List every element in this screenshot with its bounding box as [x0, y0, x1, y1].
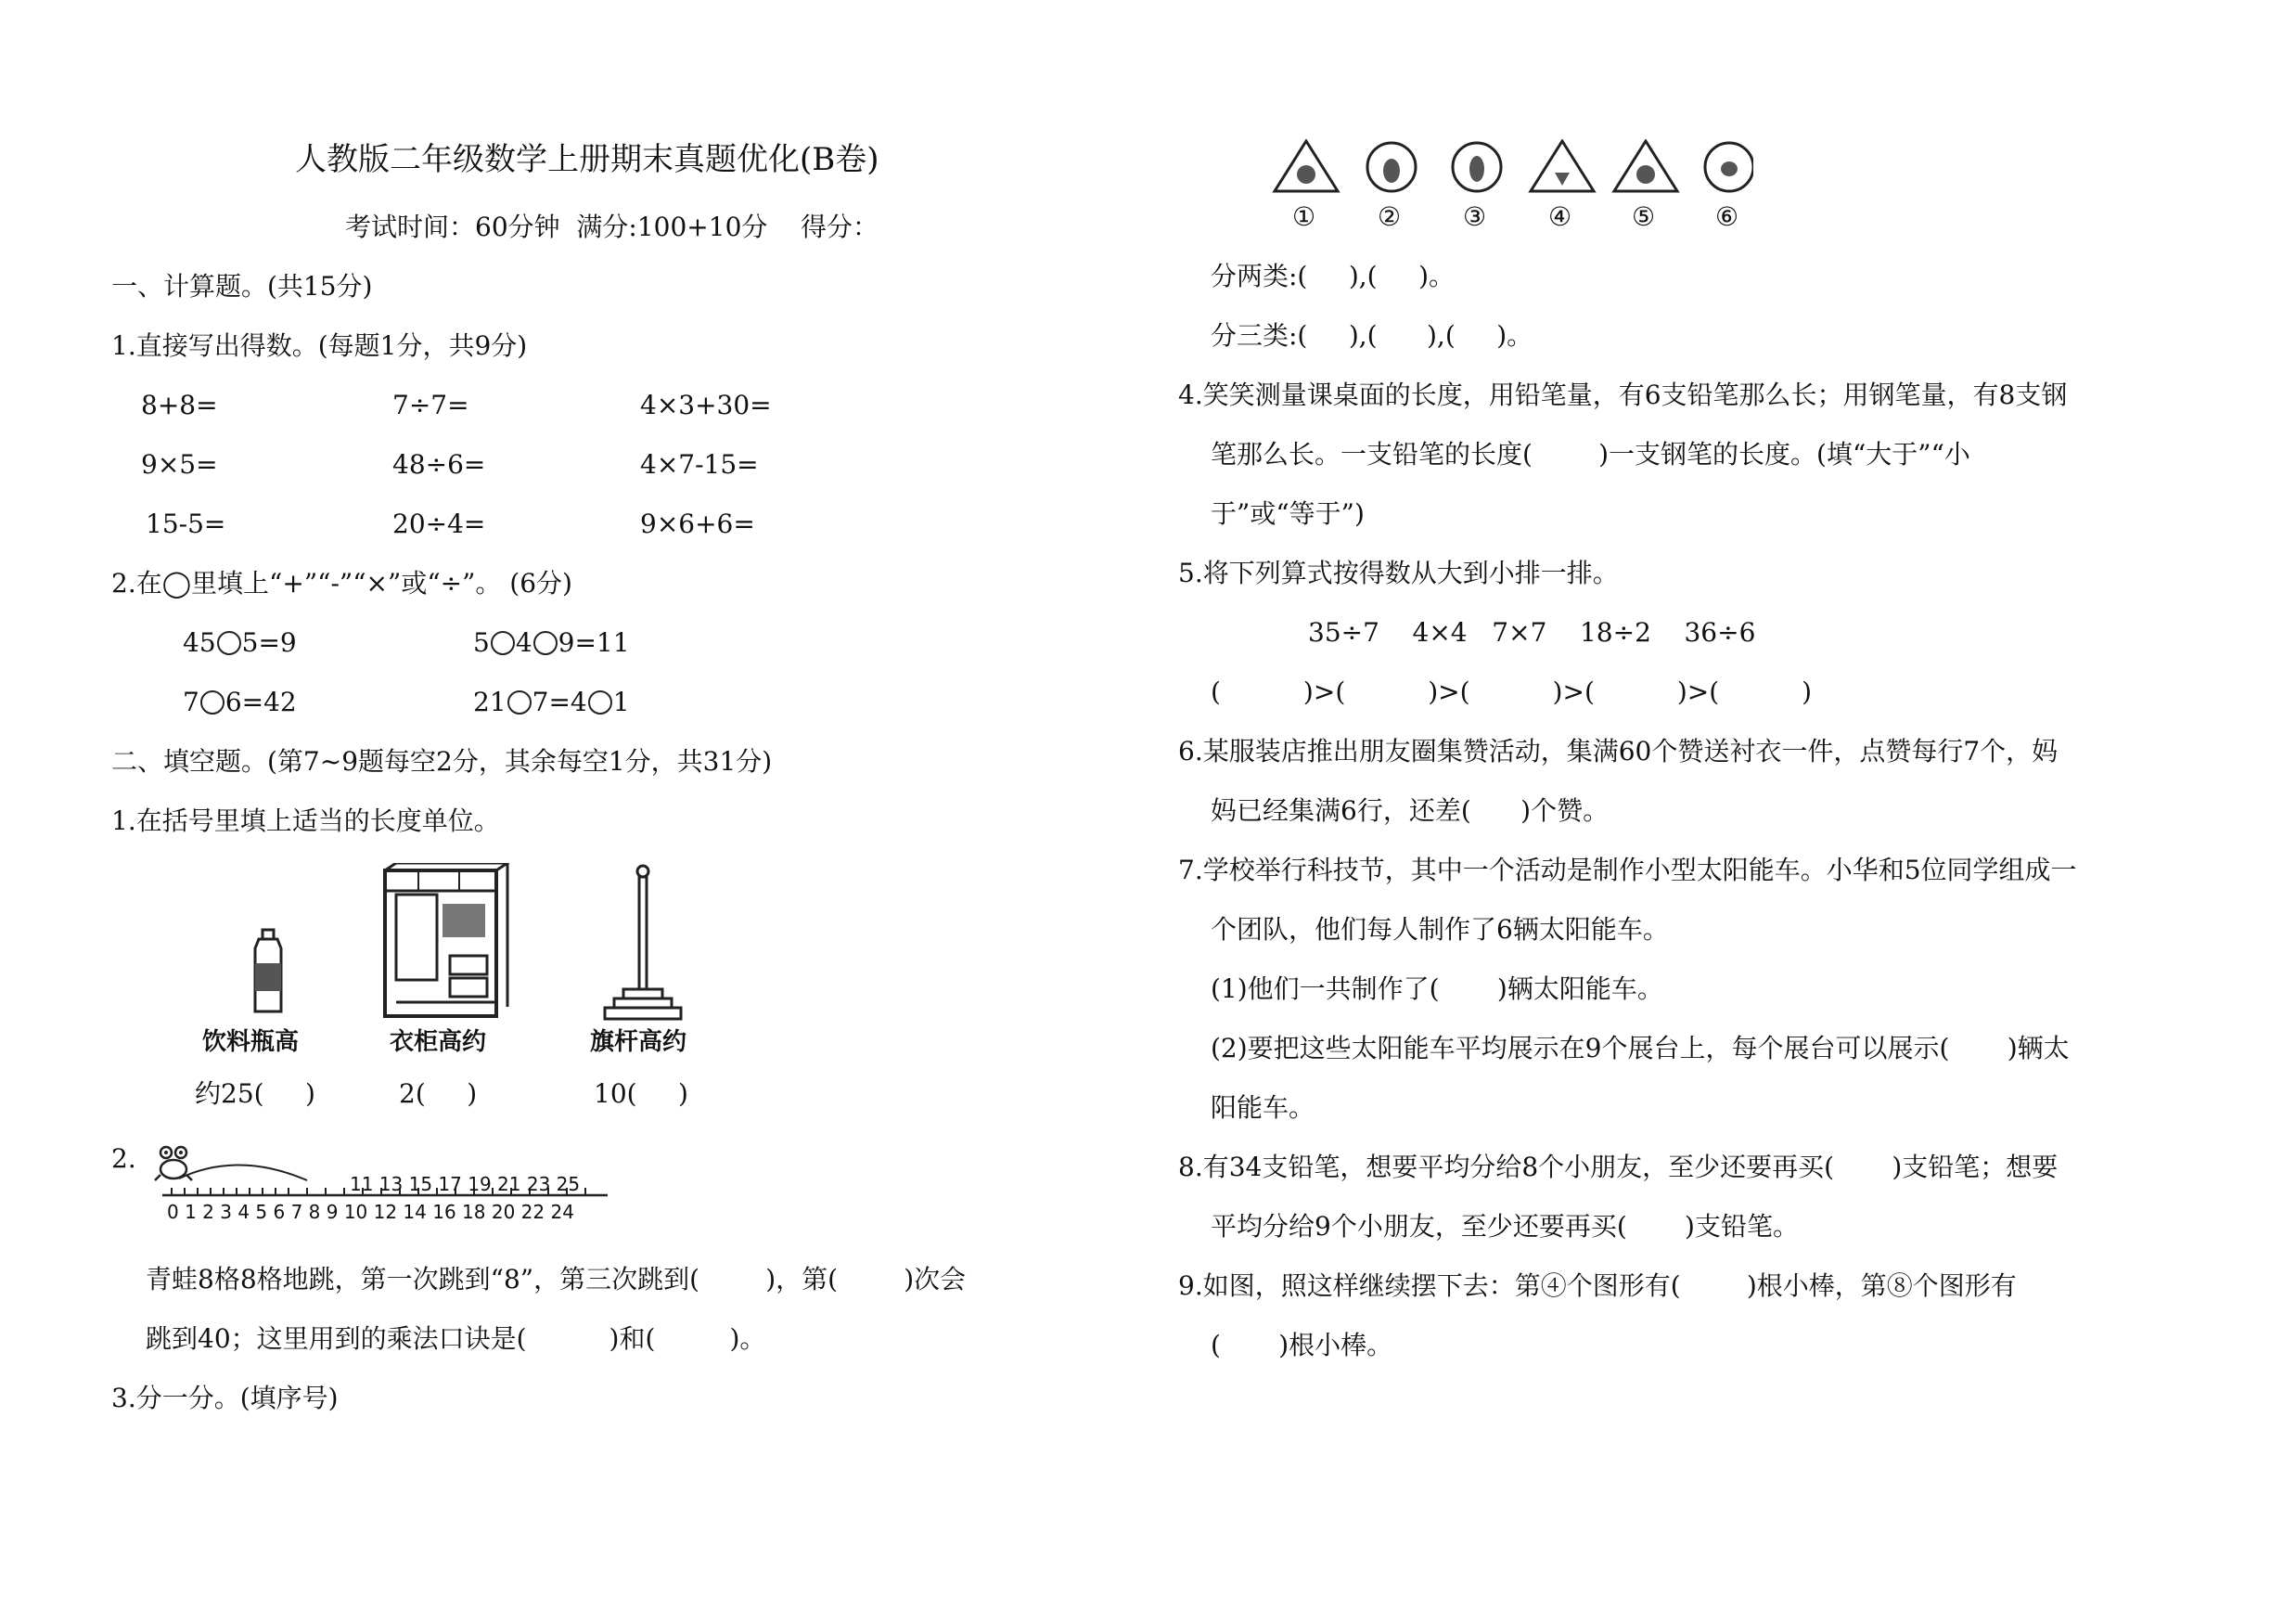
blank-circle[interactable] — [491, 631, 515, 655]
calc-item: 9×6+6= — [640, 509, 755, 539]
ruler-bottom-labels: 0 1 2 3 4 5 6 7 8 9 10 12 14 16 18 20 22 24 — [167, 1201, 574, 1223]
q2-3-three-groups: 分三类:( ),( ),( )。 — [1211, 320, 1533, 351]
q2-1-prompt: 1.在括号里填上适当的长度单位。 — [111, 805, 500, 836]
calc-item: 8+8= — [141, 390, 218, 420]
q2-9-line1: 9.如图，照这样继续摆下去：第④个图形有( )根小棒，第⑧个图形有 — [1178, 1270, 2017, 1301]
operator-equation: 21 7=4 1 — [473, 687, 630, 717]
q2-7-line5: 阳能车。 — [1211, 1092, 1315, 1123]
exam-info: 考试时间：60分钟 满分:100+10分 得分： — [345, 212, 879, 242]
calc-item: 20÷4= — [392, 509, 486, 539]
length-units-figure — [181, 863, 719, 1025]
circle-corn-icon — [1453, 143, 1501, 191]
q2-6-line2: 妈已经集满6行，还差( )个赞。 — [1211, 795, 1610, 826]
triangle-apple-icon — [1275, 141, 1338, 191]
shape-number: ⑤ — [1632, 201, 1656, 232]
classify-shapes-figure — [1271, 139, 1753, 195]
shape-number: ④ — [1548, 201, 1572, 232]
figure-label: 旗杆高约 — [590, 1028, 687, 1056]
figure-value: 2( ) — [399, 1078, 478, 1109]
q2-7-line4: (2)要把这些太阳能车平均展示在9个展台上，每个展台可以展示( )辆太 — [1211, 1033, 2070, 1063]
shape-number: ② — [1378, 201, 1402, 232]
section-1-heading: 一、计算题。(共15分) — [111, 271, 373, 302]
operator-equation: 7 6=42 — [183, 687, 297, 717]
calc-item: 4×7-15= — [640, 449, 759, 480]
q2-5-prompt: 5.将下列算式按得数从大到小排一排。 — [1178, 558, 1619, 588]
circle-fruit-icon — [1705, 143, 1753, 191]
triangle-apple-icon — [1614, 141, 1677, 191]
figure-label: 衣柜高约 — [390, 1028, 487, 1056]
flagpole-icon — [605, 866, 681, 1019]
q2-4-line3: 于”或“等于”) — [1211, 498, 1365, 529]
q1-2-prompt: 2.在◯里填上“+”“-”“×”或“÷”。 (6分) — [111, 568, 572, 599]
calc-item: 4×3+30= — [640, 390, 772, 420]
blank-circle[interactable] — [533, 631, 558, 655]
ruler-top-labels: 11 13 15 17 19 21 23 25 — [350, 1173, 581, 1195]
figure-value: 10( ) — [594, 1078, 688, 1109]
figure-label: 饮料瓶高 — [202, 1028, 300, 1056]
blank-circle[interactable] — [200, 690, 224, 715]
q2-7-line3: (1)他们一共制作了( )辆太阳能车。 — [1211, 973, 1663, 1004]
circle-pineapple-icon — [1367, 143, 1416, 191]
section-2-heading: 二、填空题。(第7~9题每空2分，其余每空1分，共31分) — [111, 746, 773, 777]
figure-value: 约25( ) — [195, 1078, 315, 1109]
q1-1-prompt: 1.直接写出得数。(每题1分，共9分) — [111, 330, 528, 361]
calc-item: 7÷7= — [392, 390, 469, 420]
q2-7-line1: 7.学校举行科技节，其中一个活动是制作小型太阳能车。小华和5位同学组成一 — [1178, 855, 2077, 885]
blank-circle[interactable] — [507, 690, 532, 715]
q2-2-number: 2. — [111, 1143, 136, 1174]
calc-item: 48÷6= — [392, 449, 486, 480]
blank-circle[interactable] — [588, 690, 612, 715]
blank-circle[interactable] — [217, 631, 241, 655]
q2-5-blanks: ( )>( )>( )>( )>( ) — [1211, 676, 1813, 707]
shape-number: ⑥ — [1715, 201, 1739, 232]
shape-number: ① — [1292, 201, 1316, 232]
q2-8-line2: 平均分给9个小朋友，至少还要再买( )支铅笔。 — [1211, 1211, 1799, 1242]
q2-9-line2: ( )根小棒。 — [1211, 1330, 1393, 1360]
q2-3-two-groups: 分两类:( ),( )。 — [1211, 261, 1456, 291]
q2-4-line2: 笔那么长。一支铅笔的长度( )一支钢笔的长度。(填“大于”“小 — [1211, 439, 1970, 470]
calc-item: 15-5= — [146, 509, 226, 539]
q2-2-line1: 青蛙8格8格地跳，第一次跳到“8”，第三次跳到( )，第( )次会 — [146, 1264, 967, 1295]
q2-5-expressions: 35÷7 4×4 7×7 18÷2 36÷6 — [1308, 617, 1756, 648]
page-title: 人教版二年级数学上册期末真题优化(B卷) — [295, 141, 879, 178]
q2-3-prompt: 3.分一分。(填序号) — [111, 1383, 339, 1413]
q2-2-line2: 跳到40；这里用到的乘法口诀是( )和( )。 — [146, 1323, 766, 1354]
operator-equation: 5 4 9=11 — [473, 627, 630, 658]
q2-7-line2: 个团队，他们每人制作了6辆太阳能车。 — [1211, 914, 1669, 945]
operator-equation: 45 5=9 — [183, 627, 297, 658]
q2-6-line1: 6.某服装店推出朋友圈集赞活动，集满60个赞送衬衣一件，点赞每行7个，妈 — [1178, 736, 2059, 766]
calc-item: 9×5= — [141, 449, 218, 480]
shape-number: ③ — [1463, 201, 1487, 232]
q2-8-line1: 8.有34支铅笔，想要平均分给8个小朋友，至少还要再买( )支铅笔；想要 — [1178, 1152, 2059, 1182]
q2-4-line1: 4.笑笑测量课桌面的长度，用铅笔量，有6支铅笔那么长；用钢笔量，有8支钢 — [1178, 380, 2068, 410]
triangle-strawberry-icon — [1531, 141, 1594, 191]
bottle-icon — [255, 930, 281, 1011]
cabinet-icon — [385, 863, 507, 1016]
